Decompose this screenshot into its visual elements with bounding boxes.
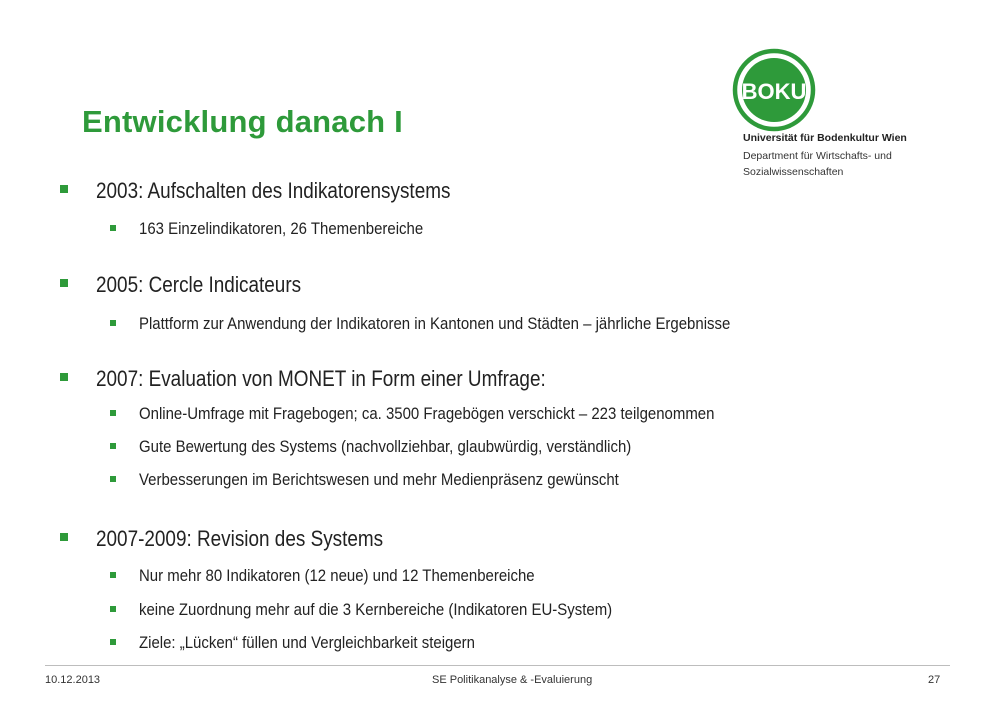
sub-bullet-item xyxy=(139,219,462,239)
bullet-text: 2007-2009: Revision des Systems xyxy=(96,526,384,551)
page-number: 27 xyxy=(928,674,941,686)
footer-divider xyxy=(45,665,950,666)
sub-bullet-text: Ziele: „Lücken“ füllen und Vergleichbarkeit steigern xyxy=(139,633,475,652)
bullet-square-icon xyxy=(60,533,68,541)
bullet-item xyxy=(96,526,430,552)
bullet-item xyxy=(96,272,334,298)
sub-bullet-item xyxy=(139,600,677,620)
boku-logo-text: BOKU xyxy=(741,79,807,104)
department-line-1: Department für Wirtschafts- und xyxy=(743,150,892,162)
bullet-text: 2007: Evaluation von MONET in Form einer Umfrage: xyxy=(96,366,546,391)
bullet-square-icon xyxy=(60,373,68,381)
sub-bullet-text: Nur mehr 80 Indikatoren (12 neue) und 12 Themenbereiche xyxy=(139,566,535,585)
bullet-square-icon xyxy=(60,279,68,287)
sub-bullet-square-icon xyxy=(110,639,116,645)
sub-bullet-text: Plattform zur Anwendung der Indikatoren in Kantonen und Städten – jährliche Ergebnisse xyxy=(139,314,731,333)
bullet-item xyxy=(96,178,508,204)
slide-title: Entwicklung danach I xyxy=(82,104,403,139)
university-name: Universität für Bodenkultur Wien xyxy=(743,132,907,144)
sub-bullet-item xyxy=(139,633,521,653)
sub-bullet-item xyxy=(139,470,684,490)
sub-bullet-text: keine Zuordnung mehr auf die 3 Kernbereiche (Indikatoren EU-System) xyxy=(139,600,613,619)
sub-bullet-item xyxy=(139,566,589,586)
sub-bullet-text: 163 Einzelindikatoren, 26 Themenbereiche xyxy=(139,219,424,238)
sub-bullet-text: Gute Bewertung des Systems (nachvollziehbar, glaubwürdig, verständlich) xyxy=(139,437,632,456)
bullet-text: 2005: Cercle Indicateurs xyxy=(96,272,302,297)
sub-bullet-text: Online-Umfrage mit Fragebogen; ca. 3500 Fragebögen verschickt – 223 teilgenommen xyxy=(139,404,715,423)
sub-bullet-item xyxy=(139,437,698,457)
department-line-2: Sozialwissenschaften xyxy=(743,166,844,178)
sub-bullet-square-icon xyxy=(110,572,116,578)
bullet-square-icon xyxy=(60,185,68,193)
bullet-text: 2003: Aufschalten des Indikatorensystems xyxy=(96,178,451,203)
sub-bullet-square-icon xyxy=(110,443,116,449)
institution-branding xyxy=(720,48,960,188)
sub-bullet-square-icon xyxy=(110,606,116,612)
sub-bullet-item xyxy=(139,314,811,334)
footer-date: 10.12.2013 xyxy=(45,674,101,686)
sub-bullet-square-icon xyxy=(110,225,116,231)
sub-bullet-square-icon xyxy=(110,320,116,326)
footer-course-title: SE Politikanalyse & -Evaluierung xyxy=(432,674,593,686)
sub-bullet-text: Verbesserungen im Berichtswesen und mehr Medienpräsenz gewünscht xyxy=(139,470,619,489)
bullet-item xyxy=(96,366,619,392)
sub-bullet-square-icon xyxy=(110,476,116,482)
boku-logo xyxy=(732,48,816,132)
sub-bullet-item xyxy=(139,404,793,424)
sub-bullet-square-icon xyxy=(110,410,116,416)
